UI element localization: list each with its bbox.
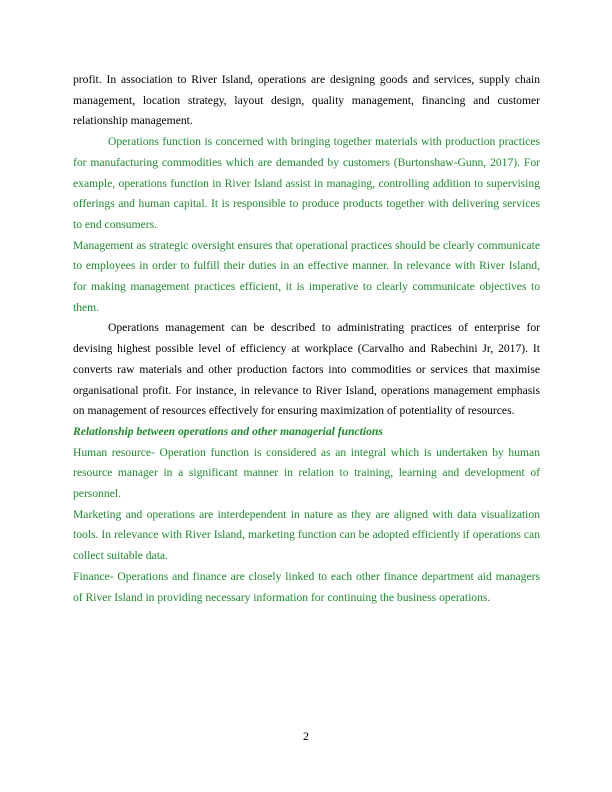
section-heading: Relationship between operations and other managerial functions (73, 424, 383, 438)
page-body (73, 70, 540, 608)
page-number: 2 (303, 729, 309, 743)
paragraph-operations-function: Operations function is concerned with bringing together materials with production practices for manufacturing commodities which are demanded by customers (Burtonshaw-Gunn, 2017). For example, operations function in River Island assist in managing, controlling addition to supervising offerings and human capital. It is responsible to produce products together with delivering services to end consumers. (73, 135, 540, 231)
paragraph-operations-overview: profit. In association to River Island, operations are designing goods and services, supply chain management, location strategy, layout design, quality management, financing and customer relationship management. (73, 73, 540, 128)
paragraph-human-resource: Human resource- Operation function is considered as an integral which is undertaken by human resource manager in a significant manner in relation to training, learning and development of personnel. (73, 445, 540, 501)
paragraph-management-oversight: Management as strategic oversight ensures that operational practices should be clearly communicate to employees in order to fulfill their duties in an effective manner. In relevance with River Island, for making management practices efficient, it is imperative to clearly communicate objectives to them. (73, 238, 540, 314)
paragraph-operations-management: Operations management can be described to administrating practices of enterprise for devising highest possible level of efficiency at workplace (Carvalho and Rabechini Jr, 2017). It converts raw materials and other production factors into commodities or services that maximise organisational profit. For instance, in relevance to River Island, operations management emphasis on management of resources effectively for ensuring maximization of potentiality of resources. (73, 321, 540, 418)
paragraph-finance: Finance- Operations and finance are closely linked to each other finance department aid managers of River Island in providing necessary information for continuing the business operations. (73, 569, 540, 604)
paragraph-marketing: Marketing and operations are interdependent in nature as they are aligned with data visualization tools. In relevance with River Island, marketing function can be adopted efficiently if operations can collect suitable data. (73, 507, 540, 563)
